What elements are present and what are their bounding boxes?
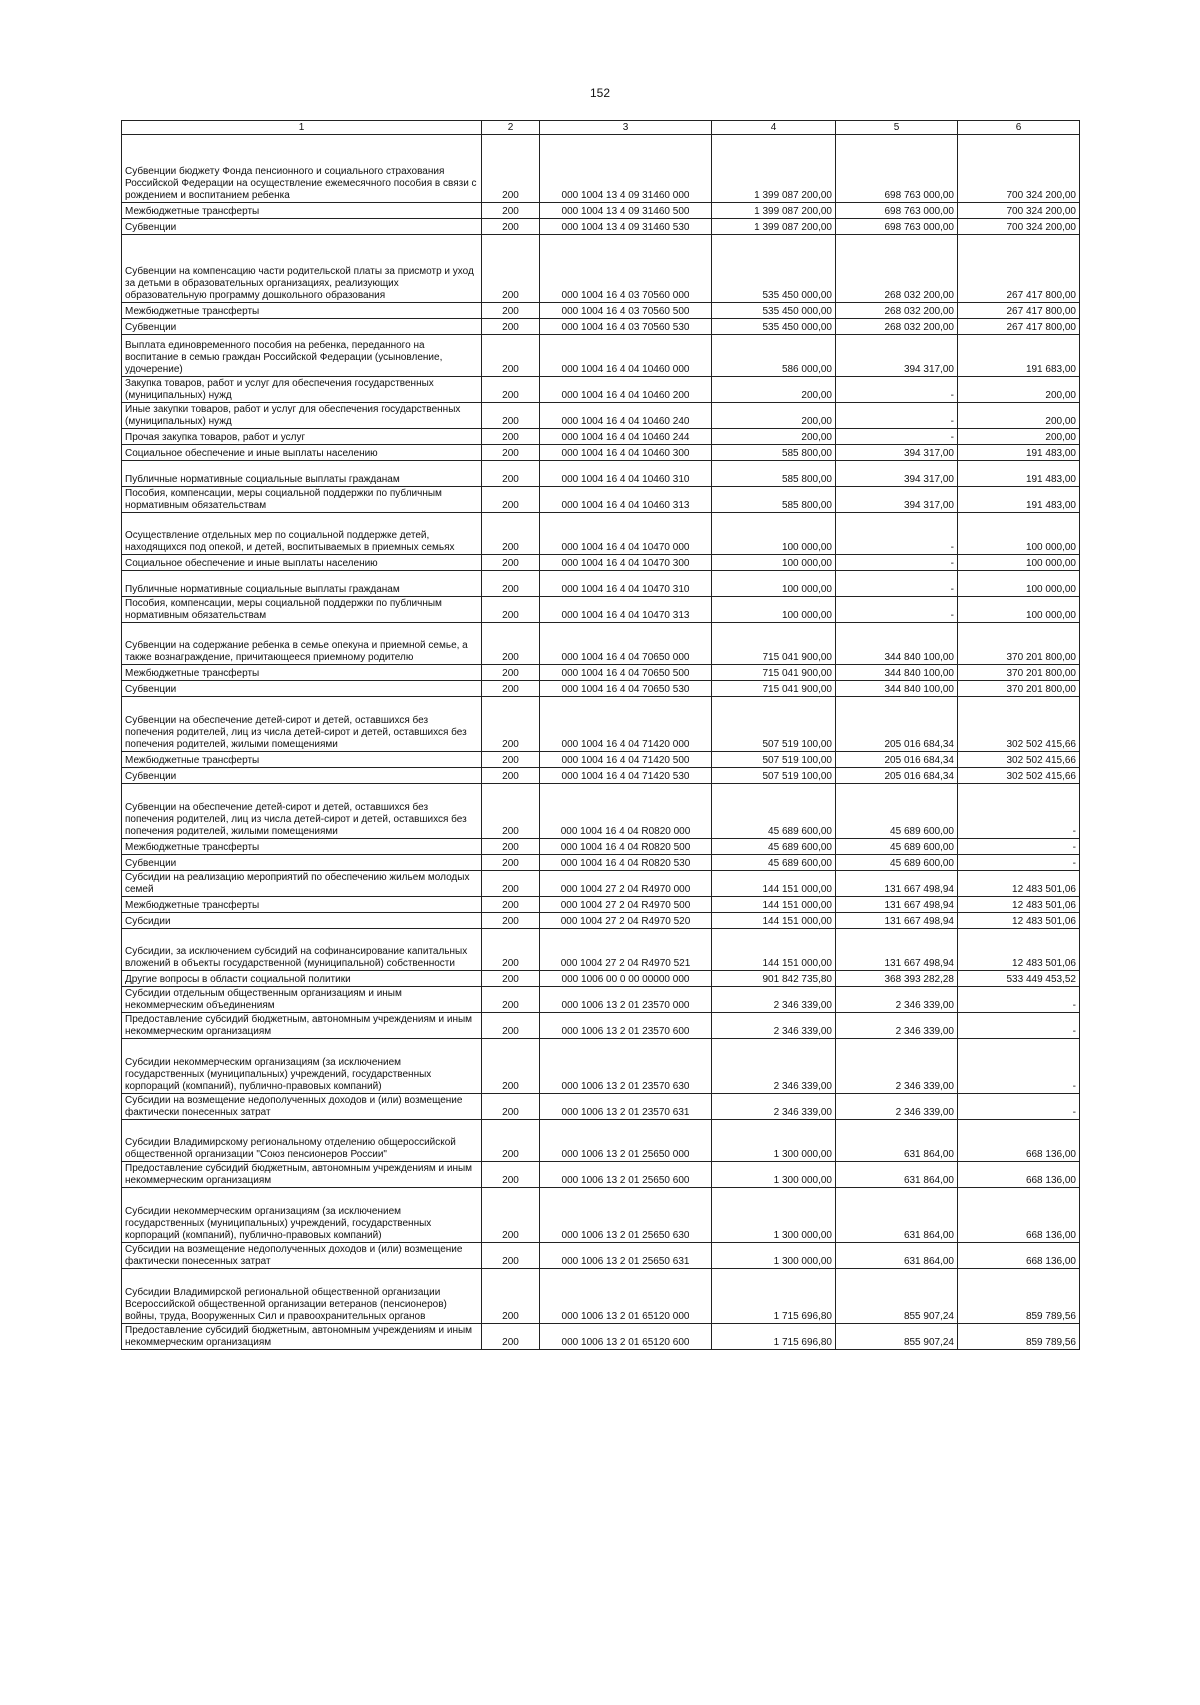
amount-col5: 268 032 200,00: [836, 235, 958, 303]
table-row: [122, 571, 1080, 597]
table-row: [122, 1324, 1080, 1350]
table-row: [122, 1120, 1080, 1162]
amount-col6: -: [958, 784, 1080, 839]
table-row: [122, 555, 1080, 571]
row-name: Субсидии Владимирскому региональному отделению общероссийской общественной организации "Союз пенсионеров России": [122, 1120, 482, 1162]
amount-total: 901 842 735,80: [712, 971, 836, 987]
admin-code: 200: [482, 897, 540, 913]
admin-code: 200: [482, 681, 540, 697]
budget-classification-code: 000 1004 16 4 04 71420 530: [540, 768, 712, 784]
amount-col5: 344 840 100,00: [836, 665, 958, 681]
amount-total: 1 300 000,00: [712, 1188, 836, 1243]
amount-col5: -: [836, 555, 958, 571]
admin-code: 200: [482, 1162, 540, 1188]
row-name: Предоставление субсидий бюджетным, автономным учреждениям и иным некоммерческим организациям: [122, 1013, 482, 1039]
amount-total: 200,00: [712, 377, 836, 403]
amount-total: 100 000,00: [712, 555, 836, 571]
amount-total: 45 689 600,00: [712, 839, 836, 855]
budget-table: [121, 120, 1080, 1350]
budget-classification-code: 000 1006 13 2 01 25650 600: [540, 1162, 712, 1188]
table-row: [122, 1013, 1080, 1039]
admin-code: 200: [482, 303, 540, 319]
budget-classification-code: 000 1004 16 4 04 10460 300: [540, 445, 712, 461]
amount-col5: 268 032 200,00: [836, 319, 958, 335]
amount-total: 144 151 000,00: [712, 871, 836, 897]
amount-col6: 191 483,00: [958, 487, 1080, 513]
amount-col6: 191 483,00: [958, 445, 1080, 461]
row-name: Субвенции на обеспечение детей-сирот и детей, оставшихся без попечения родителей, лиц из числа детей-сирот и детей, оставшихся без попечения родителей, жилыми помещениями: [122, 697, 482, 752]
admin-code: 200: [482, 1120, 540, 1162]
budget-classification-code: 000 1004 16 4 04 70650 000: [540, 623, 712, 665]
row-name: Социальное обеспечение и иные выплаты населению: [122, 445, 482, 461]
row-name: Субсидии Владимирской региональной общественной организации Всероссийской общественной организации ветеранов (пенсионеров) войны, труда, Вооруженных Сил и правоохранительных органов: [122, 1269, 482, 1324]
row-name: Субсидии некоммерческим организациям (за исключением государственных (муниципальных) учреждений, государственных корпораций (компаний), публично-правовых компаний): [122, 1188, 482, 1243]
row-name: Прочая закупка товаров, работ и услуг: [122, 429, 482, 445]
amount-col6: 100 000,00: [958, 513, 1080, 555]
budget-classification-code: 000 1004 16 4 03 70560 530: [540, 319, 712, 335]
amount-total: 1 399 087 200,00: [712, 203, 836, 219]
admin-code: 200: [482, 319, 540, 335]
amount-col5: 2 346 339,00: [836, 1039, 958, 1094]
amount-total: 2 346 339,00: [712, 1094, 836, 1120]
admin-code: 200: [482, 461, 540, 487]
amount-col6: 668 136,00: [958, 1188, 1080, 1243]
amount-total: 2 346 339,00: [712, 1039, 836, 1094]
amount-col5: 45 689 600,00: [836, 855, 958, 871]
row-name: Выплата единовременного пособия на ребенка, переданного на воспитание в семью граждан Российской Федерации (усыновление, удочерение): [122, 335, 482, 377]
budget-classification-code: 000 1004 16 4 04 10470 300: [540, 555, 712, 571]
budget-classification-code: 000 1004 16 4 04 10460 240: [540, 403, 712, 429]
admin-code: 200: [482, 752, 540, 768]
amount-col5: 2 346 339,00: [836, 1094, 958, 1120]
row-name: Субвенции бюджету Фонда пенсионного и социального страхования Российской Федерации на осуществление ежемесячного пособия в связи с рождением и воспитанием ребенка: [122, 135, 482, 203]
table-row: [122, 1188, 1080, 1243]
amount-col6: 12 483 501,06: [958, 929, 1080, 971]
row-name: Другие вопросы в области социальной политики: [122, 971, 482, 987]
row-name: Межбюджетные трансферты: [122, 303, 482, 319]
amount-col6: 370 201 800,00: [958, 665, 1080, 681]
table-row: [122, 597, 1080, 623]
table-row: [122, 429, 1080, 445]
row-name: Субсидии на возмещение недополученных доходов и (или) возмещение фактически понесенных затрат: [122, 1243, 482, 1269]
budget-classification-code: 000 1004 16 4 04 71420 000: [540, 697, 712, 752]
amount-col5: 131 667 498,94: [836, 871, 958, 897]
budget-classification-code: 000 1004 16 4 04 10470 313: [540, 597, 712, 623]
amount-total: 1 399 087 200,00: [712, 219, 836, 235]
amount-col6: 700 324 200,00: [958, 135, 1080, 203]
budget-classification-code: 000 1004 16 4 04 70650 530: [540, 681, 712, 697]
admin-code: 200: [482, 555, 540, 571]
table-row: [122, 319, 1080, 335]
amount-col5: 631 864,00: [836, 1120, 958, 1162]
budget-classification-code: 000 1006 00 0 00 00000 000: [540, 971, 712, 987]
amount-col5: 2 346 339,00: [836, 1013, 958, 1039]
row-name: Иные закупки товаров, работ и услуг для обеспечения государственных (муниципальных) нужд: [122, 403, 482, 429]
amount-col6: 533 449 453,52: [958, 971, 1080, 987]
amount-col6: -: [958, 987, 1080, 1013]
table-row: [122, 784, 1080, 839]
admin-code: 200: [482, 1013, 540, 1039]
admin-code: 200: [482, 135, 540, 203]
row-name: Субвенции на содержание ребенка в семье опекуна и приемной семье, а также вознаграждение, причитающееся приемному родителю: [122, 623, 482, 665]
table-row: [122, 1243, 1080, 1269]
amount-total: 200,00: [712, 403, 836, 429]
amount-col5: 205 016 684,34: [836, 697, 958, 752]
row-name: Межбюджетные трансферты: [122, 665, 482, 681]
admin-code: 200: [482, 987, 540, 1013]
admin-code: 200: [482, 335, 540, 377]
budget-classification-code: 000 1004 27 2 04 R4970 000: [540, 871, 712, 897]
amount-col6: 100 000,00: [958, 597, 1080, 623]
amount-total: 100 000,00: [712, 571, 836, 597]
amount-total: 100 000,00: [712, 513, 836, 555]
amount-total: 585 800,00: [712, 461, 836, 487]
amount-col6: 191 683,00: [958, 335, 1080, 377]
table-row: [122, 487, 1080, 513]
amount-col6: 200,00: [958, 403, 1080, 429]
table-row: [122, 855, 1080, 871]
budget-classification-code: 000 1004 27 2 04 R4970 520: [540, 913, 712, 929]
table-row: [122, 135, 1080, 203]
amount-col5: 394 317,00: [836, 335, 958, 377]
budget-classification-code: 000 1004 16 4 04 10460 313: [540, 487, 712, 513]
budget-classification-code: 000 1006 13 2 01 23570 600: [540, 1013, 712, 1039]
amount-col5: -: [836, 597, 958, 623]
budget-classification-code: 000 1004 16 4 03 70560 000: [540, 235, 712, 303]
admin-code: 200: [482, 203, 540, 219]
amount-col5: 855 907,24: [836, 1269, 958, 1324]
amount-col6: 267 417 800,00: [958, 303, 1080, 319]
budget-classification-code: 000 1004 16 4 03 70560 500: [540, 303, 712, 319]
admin-code: 200: [482, 219, 540, 235]
amount-col5: 205 016 684,34: [836, 768, 958, 784]
amount-col6: 668 136,00: [958, 1243, 1080, 1269]
table-row: [122, 665, 1080, 681]
amount-col6: 100 000,00: [958, 571, 1080, 597]
row-name: Социальное обеспечение и иные выплаты населению: [122, 555, 482, 571]
admin-code: 200: [482, 913, 540, 929]
admin-code: 200: [482, 429, 540, 445]
row-name: Субвенции: [122, 681, 482, 697]
admin-code: 200: [482, 235, 540, 303]
table-row: [122, 929, 1080, 971]
amount-total: 45 689 600,00: [712, 784, 836, 839]
column-header: 6: [958, 121, 1080, 135]
amount-col6: 668 136,00: [958, 1162, 1080, 1188]
amount-total: 585 800,00: [712, 487, 836, 513]
amount-total: 1 300 000,00: [712, 1162, 836, 1188]
amount-col5: 45 689 600,00: [836, 784, 958, 839]
column-header: 3: [540, 121, 712, 135]
table-row: [122, 461, 1080, 487]
row-name: Субсидии, за исключением субсидий на софинансирование капитальных вложений в объекты государственной (муниципальной) собственности: [122, 929, 482, 971]
admin-code: 200: [482, 855, 540, 871]
table-row: [122, 971, 1080, 987]
table-row: [122, 219, 1080, 235]
amount-total: 586 000,00: [712, 335, 836, 377]
admin-code: 200: [482, 929, 540, 971]
amount-col5: 394 317,00: [836, 445, 958, 461]
amount-col6: 200,00: [958, 377, 1080, 403]
amount-col5: 394 317,00: [836, 461, 958, 487]
amount-col5: 2 346 339,00: [836, 987, 958, 1013]
amount-total: 715 041 900,00: [712, 623, 836, 665]
row-name: Предоставление субсидий бюджетным, автономным учреждениям и иным некоммерческим организациям: [122, 1324, 482, 1350]
amount-col6: 267 417 800,00: [958, 235, 1080, 303]
row-name: Осуществление отдельных мер по социальной поддержке детей, находящихся под опекой, и детей, воспитываемых в приемных семьях: [122, 513, 482, 555]
admin-code: 200: [482, 697, 540, 752]
amount-col5: 631 864,00: [836, 1188, 958, 1243]
admin-code: 200: [482, 1039, 540, 1094]
amount-total: 1 300 000,00: [712, 1120, 836, 1162]
admin-code: 200: [482, 513, 540, 555]
amount-col6: -: [958, 1039, 1080, 1094]
amount-col5: 131 667 498,94: [836, 929, 958, 971]
table-row: [122, 839, 1080, 855]
table-row: [122, 445, 1080, 461]
amount-col6: 302 502 415,66: [958, 768, 1080, 784]
budget-classification-code: 000 1004 16 4 04 71420 500: [540, 752, 712, 768]
amount-col6: 12 483 501,06: [958, 913, 1080, 929]
budget-classification-code: 000 1006 13 2 01 23570 631: [540, 1094, 712, 1120]
amount-total: 45 689 600,00: [712, 855, 836, 871]
amount-total: 144 151 000,00: [712, 897, 836, 913]
budget-classification-code: 000 1006 13 2 01 23570 630: [540, 1039, 712, 1094]
amount-col6: 12 483 501,06: [958, 897, 1080, 913]
amount-col5: -: [836, 429, 958, 445]
amount-col6: 200,00: [958, 429, 1080, 445]
row-name: Межбюджетные трансферты: [122, 839, 482, 855]
table-row: [122, 1039, 1080, 1094]
amount-col5: 344 840 100,00: [836, 681, 958, 697]
budget-classification-code: 000 1004 13 4 09 31460 530: [540, 219, 712, 235]
amount-total: 507 519 100,00: [712, 768, 836, 784]
admin-code: 200: [482, 623, 540, 665]
table-row: [122, 1162, 1080, 1188]
budget-classification-code: 000 1006 13 2 01 65120 000: [540, 1269, 712, 1324]
row-name: Субсидии некоммерческим организациям (за исключением государственных (муниципальных) учреждений, государственных корпораций (компаний), публично-правовых компаний): [122, 1039, 482, 1094]
row-name: Субвенции: [122, 855, 482, 871]
budget-classification-code: 000 1004 16 4 04 70650 500: [540, 665, 712, 681]
page-number: 152: [589, 86, 611, 100]
amount-col6: 191 483,00: [958, 461, 1080, 487]
amount-total: 585 800,00: [712, 445, 836, 461]
amount-col6: -: [958, 839, 1080, 855]
admin-code: 200: [482, 1243, 540, 1269]
budget-classification-code: 000 1004 13 4 09 31460 000: [540, 135, 712, 203]
amount-col6: 302 502 415,66: [958, 697, 1080, 752]
admin-code: 200: [482, 971, 540, 987]
budget-classification-code: 000 1006 13 2 01 25650 000: [540, 1120, 712, 1162]
amount-col5: -: [836, 571, 958, 597]
admin-code: 200: [482, 445, 540, 461]
table-row: [122, 513, 1080, 555]
row-name: Субвенции: [122, 219, 482, 235]
budget-classification-code: 000 1004 16 4 04 R0820 530: [540, 855, 712, 871]
amount-col5: 698 763 000,00: [836, 135, 958, 203]
amount-col6: 859 789,56: [958, 1269, 1080, 1324]
table-row: [122, 752, 1080, 768]
budget-classification-code: 000 1006 13 2 01 25650 631: [540, 1243, 712, 1269]
budget-classification-code: 000 1006 13 2 01 65120 600: [540, 1324, 712, 1350]
row-name: Субсидии отдельным общественным организациям и иным некоммерческим объединениям: [122, 987, 482, 1013]
admin-code: 200: [482, 768, 540, 784]
amount-total: 1 399 087 200,00: [712, 135, 836, 203]
column-header-row: [122, 121, 1080, 135]
column-header: 5: [836, 121, 958, 135]
budget-classification-code: 000 1006 13 2 01 23570 000: [540, 987, 712, 1013]
amount-total: 715 041 900,00: [712, 665, 836, 681]
table-row: [122, 377, 1080, 403]
amount-col6: 302 502 415,66: [958, 752, 1080, 768]
admin-code: 200: [482, 1094, 540, 1120]
admin-code: 200: [482, 597, 540, 623]
table-row: [122, 1269, 1080, 1324]
amount-total: 1 715 696,80: [712, 1324, 836, 1350]
amount-col5: 131 667 498,94: [836, 897, 958, 913]
row-name: Пособия, компенсации, меры социальной поддержки по публичным нормативным обязательствам: [122, 597, 482, 623]
admin-code: 200: [482, 1324, 540, 1350]
amount-col6: 370 201 800,00: [958, 681, 1080, 697]
amount-col5: 631 864,00: [836, 1243, 958, 1269]
budget-classification-code: 000 1006 13 2 01 25650 630: [540, 1188, 712, 1243]
row-name: Публичные нормативные социальные выплаты гражданам: [122, 571, 482, 597]
amount-total: 1 715 696,80: [712, 1269, 836, 1324]
table-row: [122, 623, 1080, 665]
table-row: [122, 303, 1080, 319]
row-name: Субвенции на компенсацию части родительской платы за присмотр и уход за детьми в образовательных организациях, реализующих образовательную программу дошкольного образования: [122, 235, 482, 303]
row-name: Закупка товаров, работ и услуг для обеспечения государственных (муниципальных) нужд: [122, 377, 482, 403]
budget-classification-code: 000 1004 16 4 04 R0820 500: [540, 839, 712, 855]
amount-col5: 268 032 200,00: [836, 303, 958, 319]
budget-classification-code: 000 1004 16 4 04 10460 200: [540, 377, 712, 403]
table-row: [122, 235, 1080, 303]
amount-col5: 631 864,00: [836, 1162, 958, 1188]
row-name: Межбюджетные трансферты: [122, 203, 482, 219]
budget-classification-code: 000 1004 27 2 04 R4970 521: [540, 929, 712, 971]
amount-total: 2 346 339,00: [712, 987, 836, 1013]
row-name: Межбюджетные трансферты: [122, 897, 482, 913]
amount-total: 535 450 000,00: [712, 235, 836, 303]
amount-col6: -: [958, 855, 1080, 871]
budget-classification-code: 000 1004 16 4 04 10470 000: [540, 513, 712, 555]
budget-classification-code: 000 1004 16 4 04 10460 310: [540, 461, 712, 487]
amount-total: 2 346 339,00: [712, 1013, 836, 1039]
table-row: [122, 897, 1080, 913]
amount-col5: 698 763 000,00: [836, 203, 958, 219]
amount-col6: 859 789,56: [958, 1324, 1080, 1350]
admin-code: 200: [482, 784, 540, 839]
amount-col5: 344 840 100,00: [836, 623, 958, 665]
admin-code: 200: [482, 665, 540, 681]
amount-col5: 45 689 600,00: [836, 839, 958, 855]
budget-classification-code: 000 1004 16 4 04 10460 244: [540, 429, 712, 445]
amount-col5: 698 763 000,00: [836, 219, 958, 235]
table-row: [122, 913, 1080, 929]
table-row: [122, 697, 1080, 752]
amount-total: 535 450 000,00: [712, 319, 836, 335]
admin-code: 200: [482, 839, 540, 855]
budget-classification-code: 000 1004 16 4 04 R0820 000: [540, 784, 712, 839]
amount-col5: 394 317,00: [836, 487, 958, 513]
admin-code: 200: [482, 377, 540, 403]
amount-col6: 12 483 501,06: [958, 871, 1080, 897]
row-name: Субсидии на возмещение недополученных доходов и (или) возмещение фактически понесенных затрат: [122, 1094, 482, 1120]
row-name: Субвенции: [122, 768, 482, 784]
amount-col6: 100 000,00: [958, 555, 1080, 571]
table-row: [122, 681, 1080, 697]
amount-col6: -: [958, 1094, 1080, 1120]
table-row: [122, 987, 1080, 1013]
column-header: 2: [482, 121, 540, 135]
amount-total: 100 000,00: [712, 597, 836, 623]
amount-col6: 267 417 800,00: [958, 319, 1080, 335]
amount-col6: -: [958, 1013, 1080, 1039]
admin-code: 200: [482, 571, 540, 597]
amount-col6: 668 136,00: [958, 1120, 1080, 1162]
table-row: [122, 1094, 1080, 1120]
table-row: [122, 335, 1080, 377]
row-name: Публичные нормативные социальные выплаты гражданам: [122, 461, 482, 487]
admin-code: 200: [482, 1188, 540, 1243]
budget-classification-code: 000 1004 16 4 04 10460 000: [540, 335, 712, 377]
amount-col5: 368 393 282,28: [836, 971, 958, 987]
amount-col5: -: [836, 403, 958, 429]
amount-col6: 700 324 200,00: [958, 219, 1080, 235]
amount-total: 144 151 000,00: [712, 929, 836, 971]
admin-code: 200: [482, 403, 540, 429]
amount-total: 715 041 900,00: [712, 681, 836, 697]
table-row: [122, 871, 1080, 897]
amount-col5: 855 907,24: [836, 1324, 958, 1350]
row-name: Предоставление субсидий бюджетным, автономным учреждениям и иным некоммерческим организациям: [122, 1162, 482, 1188]
amount-col6: 370 201 800,00: [958, 623, 1080, 665]
amount-col5: 205 016 684,34: [836, 752, 958, 768]
row-name: Пособия, компенсации, меры социальной поддержки по публичным нормативным обязательствам: [122, 487, 482, 513]
admin-code: 200: [482, 1269, 540, 1324]
budget-classification-code: 000 1004 13 4 09 31460 500: [540, 203, 712, 219]
row-name: Межбюджетные трансферты: [122, 752, 482, 768]
amount-total: 535 450 000,00: [712, 303, 836, 319]
amount-total: 507 519 100,00: [712, 697, 836, 752]
row-name: Субсидии на реализацию мероприятий по обеспечению жильем молодых семей: [122, 871, 482, 897]
amount-total: 507 519 100,00: [712, 752, 836, 768]
amount-col5: -: [836, 513, 958, 555]
amount-total: 144 151 000,00: [712, 913, 836, 929]
budget-classification-code: 000 1004 27 2 04 R4970 500: [540, 897, 712, 913]
amount-col5: -: [836, 377, 958, 403]
table-row: [122, 203, 1080, 219]
table-row: [122, 403, 1080, 429]
admin-code: 200: [482, 487, 540, 513]
budget-classification-code: 000 1004 16 4 04 10470 310: [540, 571, 712, 597]
row-name: Субсидии: [122, 913, 482, 929]
row-name: Субвенции на обеспечение детей-сирот и детей, оставшихся без попечения родителей, лиц из числа детей-сирот и детей, оставшихся без попечения родителей, жилыми помещениями: [122, 784, 482, 839]
row-name: Субвенции: [122, 319, 482, 335]
admin-code: 200: [482, 871, 540, 897]
table-row: [122, 768, 1080, 784]
amount-col6: 700 324 200,00: [958, 203, 1080, 219]
amount-col5: 131 667 498,94: [836, 913, 958, 929]
amount-total: 200,00: [712, 429, 836, 445]
amount-total: 1 300 000,00: [712, 1243, 836, 1269]
column-header: 4: [712, 121, 836, 135]
column-header: 1: [122, 121, 482, 135]
